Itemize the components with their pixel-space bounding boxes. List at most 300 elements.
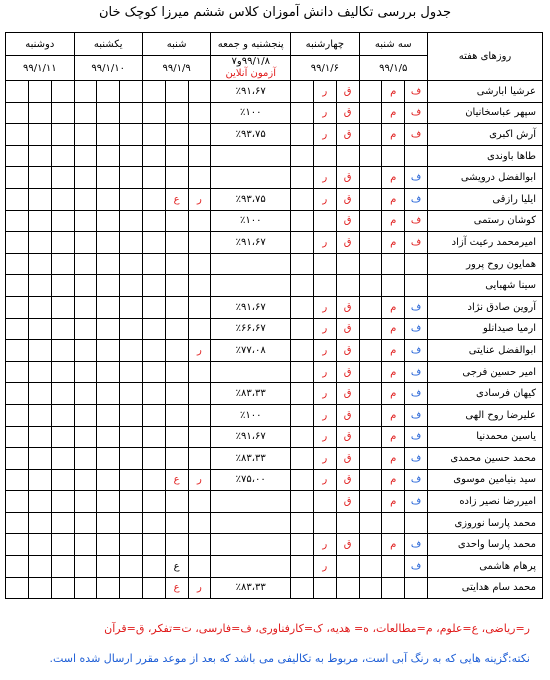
monday-mark bbox=[28, 145, 51, 167]
saturday-mark bbox=[165, 340, 188, 362]
wednesday-mark: ر bbox=[313, 469, 336, 491]
monday-mark bbox=[28, 448, 51, 470]
monday-mark bbox=[51, 318, 74, 340]
sunday-mark bbox=[120, 253, 143, 275]
wednesday-mark: ر bbox=[313, 448, 336, 470]
tuesday-mark: م bbox=[382, 340, 405, 362]
tuesday-mark bbox=[405, 145, 428, 167]
table-row bbox=[6, 188, 543, 210]
wednesday-mark: ق bbox=[336, 534, 359, 556]
tuesday-mark bbox=[359, 361, 382, 383]
tuesday-mark: ف bbox=[405, 340, 428, 362]
monday-mark bbox=[51, 275, 74, 297]
saturday-mark bbox=[165, 210, 188, 232]
student-name: آرش اکبری bbox=[427, 124, 542, 146]
monday-mark bbox=[51, 534, 74, 556]
wednesday-mark bbox=[313, 512, 336, 534]
tuesday-mark: ف bbox=[405, 469, 428, 491]
header-row bbox=[6, 33, 543, 56]
saturday-mark bbox=[165, 426, 188, 448]
saturday-mark bbox=[142, 232, 165, 254]
online-exam-score: ٪۱۰۰ bbox=[211, 210, 291, 232]
page-title: جدول بررسی تکالیف دانش آموزان کلاس ششم میرزا کوچک خان bbox=[98, 5, 451, 20]
tuesday-mark bbox=[405, 512, 428, 534]
wednesday-mark bbox=[336, 253, 359, 275]
table-row bbox=[6, 448, 543, 470]
wednesday-mark bbox=[291, 167, 314, 189]
sunday-mark bbox=[97, 491, 120, 513]
wednesday-mark bbox=[313, 210, 336, 232]
monday-mark bbox=[28, 296, 51, 318]
wednesday-mark bbox=[291, 340, 314, 362]
monday-mark bbox=[51, 124, 74, 146]
wednesday-mark bbox=[291, 577, 314, 599]
sunday-mark bbox=[97, 188, 120, 210]
sunday-mark bbox=[97, 534, 120, 556]
saturday-mark bbox=[188, 448, 211, 470]
tuesday-mark: م bbox=[382, 296, 405, 318]
wednesday-mark bbox=[291, 361, 314, 383]
saturday-mark bbox=[188, 275, 211, 297]
wednesday-mark bbox=[291, 556, 314, 578]
tuesday-mark bbox=[359, 296, 382, 318]
sunday-mark bbox=[74, 448, 97, 470]
table-row bbox=[6, 81, 543, 103]
saturday-mark bbox=[165, 81, 188, 103]
date-sun: ۹۹/۱/۱۰ bbox=[74, 56, 142, 81]
tuesday-mark: م bbox=[382, 210, 405, 232]
online-exam-score: ٪۷۷،۰۸ bbox=[211, 340, 291, 362]
table-row bbox=[6, 426, 543, 448]
sunday-mark bbox=[120, 124, 143, 146]
table-row bbox=[6, 383, 543, 405]
saturday-mark bbox=[165, 275, 188, 297]
saturday-mark bbox=[142, 448, 165, 470]
saturday-mark bbox=[188, 145, 211, 167]
wednesday-mark: ق bbox=[336, 318, 359, 340]
wednesday-mark: ق bbox=[336, 404, 359, 426]
table-row bbox=[6, 210, 543, 232]
sunday-mark bbox=[120, 275, 143, 297]
wednesday-mark bbox=[313, 253, 336, 275]
wednesday-mark: ر bbox=[313, 188, 336, 210]
saturday-mark bbox=[165, 232, 188, 254]
saturday-mark bbox=[142, 210, 165, 232]
date-wed: ۹۹/۱/۶ bbox=[291, 56, 359, 81]
day-header-sat: شنبه bbox=[142, 33, 210, 56]
sunday-mark bbox=[120, 81, 143, 103]
tuesday-mark bbox=[359, 167, 382, 189]
wednesday-mark bbox=[291, 534, 314, 556]
wednesday-mark: ر bbox=[313, 81, 336, 103]
monday-mark bbox=[51, 469, 74, 491]
sunday-mark bbox=[97, 102, 120, 124]
table-row bbox=[6, 556, 543, 578]
saturday-mark bbox=[142, 512, 165, 534]
wednesday-mark: ق bbox=[336, 426, 359, 448]
tuesday-mark bbox=[359, 275, 382, 297]
saturday-mark bbox=[165, 491, 188, 513]
student-name: همایون روح پرور bbox=[427, 253, 542, 275]
tuesday-mark: م bbox=[382, 167, 405, 189]
wednesday-mark bbox=[291, 426, 314, 448]
student-name: محمد پارسا واحدی bbox=[427, 534, 542, 556]
monday-mark bbox=[28, 340, 51, 362]
wednesday-mark: ر bbox=[313, 296, 336, 318]
wednesday-mark bbox=[313, 577, 336, 599]
saturday-mark: ع bbox=[165, 577, 188, 599]
date-thu bbox=[211, 56, 291, 81]
sunday-mark bbox=[74, 102, 97, 124]
monday-mark bbox=[51, 404, 74, 426]
saturday-mark bbox=[142, 469, 165, 491]
monday-mark bbox=[51, 81, 74, 103]
monday-mark bbox=[6, 556, 29, 578]
student-name: ارمیا صیدانلو bbox=[427, 318, 542, 340]
saturday-mark bbox=[188, 556, 211, 578]
monday-mark bbox=[6, 275, 29, 297]
saturday-mark bbox=[188, 383, 211, 405]
monday-mark bbox=[28, 556, 51, 578]
table-row bbox=[6, 167, 543, 189]
monday-mark bbox=[51, 383, 74, 405]
tuesday-mark: م bbox=[382, 124, 405, 146]
saturday-mark bbox=[188, 404, 211, 426]
wednesday-mark bbox=[336, 556, 359, 578]
wednesday-mark bbox=[336, 577, 359, 599]
student-name: امیرمحمد رعیت آزاد bbox=[427, 232, 542, 254]
online-exam-score: ٪۱۰۰ bbox=[211, 102, 291, 124]
table-row bbox=[6, 232, 543, 254]
saturday-mark bbox=[142, 577, 165, 599]
saturday-mark bbox=[142, 556, 165, 578]
tuesday-mark: ف bbox=[405, 102, 428, 124]
monday-mark bbox=[28, 404, 51, 426]
student-rows bbox=[6, 81, 543, 599]
saturday-mark bbox=[142, 275, 165, 297]
saturday-mark bbox=[188, 81, 211, 103]
tuesday-mark bbox=[359, 145, 382, 167]
monday-mark bbox=[6, 188, 29, 210]
wednesday-mark bbox=[291, 448, 314, 470]
monday-mark bbox=[6, 469, 29, 491]
saturday-mark bbox=[165, 318, 188, 340]
monday-mark bbox=[28, 426, 51, 448]
sunday-mark bbox=[97, 232, 120, 254]
tuesday-mark: ف bbox=[405, 491, 428, 513]
tuesday-mark: م bbox=[382, 448, 405, 470]
online-exam-score: ٪۸۳،۳۳ bbox=[211, 577, 291, 599]
sunday-mark bbox=[97, 512, 120, 534]
sunday-mark bbox=[120, 556, 143, 578]
student-name: امیررضا نصیر زاده bbox=[427, 491, 542, 513]
wednesday-mark bbox=[313, 275, 336, 297]
wednesday-mark: ق bbox=[336, 210, 359, 232]
sunday-mark bbox=[120, 404, 143, 426]
student-name: کیهان فرسادی bbox=[427, 383, 542, 405]
wednesday-mark: ر bbox=[313, 404, 336, 426]
monday-mark bbox=[6, 491, 29, 513]
student-name: طاها باوندی bbox=[427, 145, 542, 167]
sunday-mark bbox=[97, 448, 120, 470]
monday-mark bbox=[6, 383, 29, 405]
monday-mark bbox=[51, 188, 74, 210]
saturday-mark bbox=[188, 210, 211, 232]
wednesday-mark bbox=[291, 404, 314, 426]
saturday-mark bbox=[188, 534, 211, 556]
monday-mark bbox=[28, 167, 51, 189]
table-row bbox=[6, 124, 543, 146]
sunday-mark bbox=[120, 145, 143, 167]
student-name: علیرضا روح الهی bbox=[427, 404, 542, 426]
day-header-mon: دوشنبه bbox=[6, 33, 75, 56]
online-exam-score: ٪۸۳،۳۳ bbox=[211, 383, 291, 405]
monday-mark bbox=[6, 253, 29, 275]
wednesday-mark: ر bbox=[313, 556, 336, 578]
day-header-sun: یکشنبه bbox=[74, 33, 142, 56]
saturday-mark bbox=[142, 81, 165, 103]
saturday-mark bbox=[165, 145, 188, 167]
wednesday-mark bbox=[291, 318, 314, 340]
wednesday-mark bbox=[291, 253, 314, 275]
sunday-mark bbox=[120, 577, 143, 599]
online-exam-score: ٪۱۰۰ bbox=[211, 404, 291, 426]
wednesday-mark: ر bbox=[313, 232, 336, 254]
saturday-mark bbox=[165, 448, 188, 470]
wednesday-mark: ر bbox=[313, 361, 336, 383]
wednesday-mark bbox=[291, 512, 314, 534]
tuesday-mark: م bbox=[382, 361, 405, 383]
tuesday-mark: م bbox=[382, 426, 405, 448]
sunday-mark bbox=[120, 167, 143, 189]
tuesday-mark bbox=[359, 577, 382, 599]
wednesday-mark: ق bbox=[336, 448, 359, 470]
sunday-mark bbox=[97, 556, 120, 578]
student-name: عرشیا ابارشی bbox=[427, 81, 542, 103]
wednesday-mark bbox=[313, 491, 336, 513]
tuesday-mark bbox=[359, 318, 382, 340]
table-row bbox=[6, 491, 543, 513]
sunday-mark bbox=[74, 534, 97, 556]
saturday-mark bbox=[142, 167, 165, 189]
student-name: محمد حسین محمدی bbox=[427, 448, 542, 470]
monday-mark bbox=[51, 426, 74, 448]
sunday-mark bbox=[74, 210, 97, 232]
saturday-mark bbox=[188, 426, 211, 448]
tuesday-mark bbox=[359, 404, 382, 426]
monday-mark bbox=[28, 318, 51, 340]
wednesday-mark: ق bbox=[336, 167, 359, 189]
student-name: پرهام هاشمی bbox=[427, 556, 542, 578]
sunday-mark bbox=[97, 469, 120, 491]
monday-mark bbox=[28, 232, 51, 254]
sunday-mark bbox=[74, 512, 97, 534]
tuesday-mark bbox=[359, 210, 382, 232]
saturday-mark bbox=[188, 512, 211, 534]
tuesday-mark bbox=[359, 188, 382, 210]
tuesday-mark: ف bbox=[405, 124, 428, 146]
wednesday-mark bbox=[291, 469, 314, 491]
saturday-mark bbox=[142, 361, 165, 383]
saturday-mark: ع bbox=[165, 469, 188, 491]
tuesday-mark: ف bbox=[405, 296, 428, 318]
tuesday-mark: ف bbox=[405, 383, 428, 405]
wednesday-mark bbox=[291, 145, 314, 167]
online-exam-score bbox=[211, 556, 291, 578]
monday-mark bbox=[6, 577, 29, 599]
wednesday-mark: ق bbox=[336, 296, 359, 318]
tuesday-mark: ف bbox=[405, 361, 428, 383]
online-exam-score bbox=[211, 167, 291, 189]
monday-mark bbox=[51, 145, 74, 167]
tuesday-mark bbox=[405, 275, 428, 297]
saturday-mark bbox=[188, 491, 211, 513]
monday-mark bbox=[6, 361, 29, 383]
table-row bbox=[6, 145, 543, 167]
sunday-mark bbox=[120, 318, 143, 340]
sunday-mark bbox=[74, 232, 97, 254]
tuesday-mark bbox=[359, 556, 382, 578]
sunday-mark bbox=[120, 210, 143, 232]
sunday-mark bbox=[74, 124, 97, 146]
monday-mark bbox=[6, 296, 29, 318]
table-row bbox=[6, 318, 543, 340]
sunday-mark bbox=[74, 296, 97, 318]
monday-mark bbox=[51, 556, 74, 578]
tuesday-mark: ف bbox=[405, 318, 428, 340]
sunday-mark bbox=[97, 318, 120, 340]
tuesday-mark bbox=[359, 340, 382, 362]
saturday-mark bbox=[165, 404, 188, 426]
monday-mark bbox=[28, 534, 51, 556]
wednesday-mark: ر bbox=[313, 124, 336, 146]
day-header-wed: چهارشنبه bbox=[291, 33, 359, 56]
tuesday-mark: م bbox=[382, 404, 405, 426]
online-exam-score: ٪۹۱،۶۷ bbox=[211, 296, 291, 318]
monday-mark bbox=[6, 512, 29, 534]
wednesday-mark: ق bbox=[336, 81, 359, 103]
tuesday-mark bbox=[405, 253, 428, 275]
monday-mark bbox=[6, 102, 29, 124]
saturday-mark bbox=[188, 361, 211, 383]
saturday-mark: ع bbox=[165, 556, 188, 578]
monday-mark bbox=[28, 275, 51, 297]
saturday-mark bbox=[142, 124, 165, 146]
saturday-mark bbox=[188, 102, 211, 124]
online-exam-score bbox=[211, 534, 291, 556]
saturday-mark bbox=[188, 124, 211, 146]
wednesday-mark: ر bbox=[313, 383, 336, 405]
saturday-mark bbox=[142, 426, 165, 448]
sunday-mark bbox=[120, 232, 143, 254]
sunday-mark bbox=[120, 361, 143, 383]
tuesday-mark bbox=[359, 491, 382, 513]
tuesday-mark: م bbox=[382, 383, 405, 405]
sunday-mark bbox=[97, 426, 120, 448]
wednesday-mark bbox=[313, 145, 336, 167]
sunday-mark bbox=[74, 469, 97, 491]
monday-mark bbox=[6, 448, 29, 470]
table-row bbox=[6, 404, 543, 426]
tuesday-mark bbox=[382, 512, 405, 534]
sunday-mark bbox=[74, 577, 97, 599]
monday-mark bbox=[28, 512, 51, 534]
tuesday-mark: م bbox=[382, 81, 405, 103]
tuesday-mark: ف bbox=[405, 556, 428, 578]
saturday-mark bbox=[142, 534, 165, 556]
online-exam-score: ٪۶۶،۶۷ bbox=[211, 318, 291, 340]
tuesday-mark bbox=[359, 426, 382, 448]
saturday-mark bbox=[188, 318, 211, 340]
monday-mark bbox=[28, 361, 51, 383]
saturday-mark bbox=[165, 512, 188, 534]
tuesday-mark bbox=[359, 232, 382, 254]
saturday-mark bbox=[165, 253, 188, 275]
sunday-mark bbox=[120, 188, 143, 210]
wednesday-mark: ر bbox=[313, 426, 336, 448]
monday-mark bbox=[28, 491, 51, 513]
sunday-mark bbox=[97, 253, 120, 275]
sunday-mark bbox=[97, 296, 120, 318]
saturday-mark bbox=[142, 340, 165, 362]
sunday-mark bbox=[74, 340, 97, 362]
monday-mark bbox=[51, 296, 74, 318]
sunday-mark bbox=[74, 81, 97, 103]
monday-mark bbox=[28, 81, 51, 103]
table-row bbox=[6, 469, 543, 491]
tuesday-mark: ف bbox=[405, 426, 428, 448]
tuesday-mark bbox=[359, 383, 382, 405]
sunday-mark bbox=[97, 145, 120, 167]
monday-mark bbox=[51, 102, 74, 124]
sunday-mark bbox=[97, 361, 120, 383]
online-exam-label: آزمون آنلاین bbox=[225, 68, 277, 79]
subject-legend: ر=ریاضی، ع=علوم، م=مطالعات، ه= هدیه، ک=کارفناوری، ف=فارسی، ت=تفکر، ق=قرآن bbox=[104, 622, 530, 635]
monday-mark bbox=[28, 577, 51, 599]
saturday-mark bbox=[188, 167, 211, 189]
late-submission-note: نکته:گزینه هایی که به رنگ آبی است، مربوط به تکالیفی می باشد که بعد از موعد مقرر ارسال شده است. bbox=[49, 652, 530, 665]
saturday-mark: ر bbox=[188, 469, 211, 491]
table-row bbox=[6, 534, 543, 556]
saturday-mark bbox=[165, 361, 188, 383]
wednesday-mark: ق bbox=[336, 124, 359, 146]
sunday-mark bbox=[74, 383, 97, 405]
day-header-thu: پنجشنبه و جمعه bbox=[211, 33, 291, 56]
tuesday-mark: م bbox=[382, 102, 405, 124]
tuesday-mark: ف bbox=[405, 534, 428, 556]
monday-mark bbox=[51, 577, 74, 599]
tuesday-mark: ف bbox=[405, 188, 428, 210]
tuesday-mark: ف bbox=[405, 210, 428, 232]
monday-mark bbox=[51, 340, 74, 362]
monday-mark bbox=[28, 383, 51, 405]
sunday-mark bbox=[120, 340, 143, 362]
saturday-mark bbox=[142, 102, 165, 124]
day-header-tue: سه شنبه bbox=[359, 33, 427, 56]
online-exam-score: ٪۷۵،۰۰ bbox=[211, 469, 291, 491]
monday-mark bbox=[51, 512, 74, 534]
tuesday-mark bbox=[359, 512, 382, 534]
monday-mark bbox=[51, 232, 74, 254]
tuesday-mark: ف bbox=[405, 167, 428, 189]
monday-mark bbox=[6, 426, 29, 448]
sunday-mark bbox=[97, 167, 120, 189]
wednesday-mark bbox=[291, 102, 314, 124]
monday-mark bbox=[28, 469, 51, 491]
student-name: سید بنیامین موسوی bbox=[427, 469, 542, 491]
online-exam-score bbox=[211, 275, 291, 297]
sunday-mark bbox=[120, 102, 143, 124]
